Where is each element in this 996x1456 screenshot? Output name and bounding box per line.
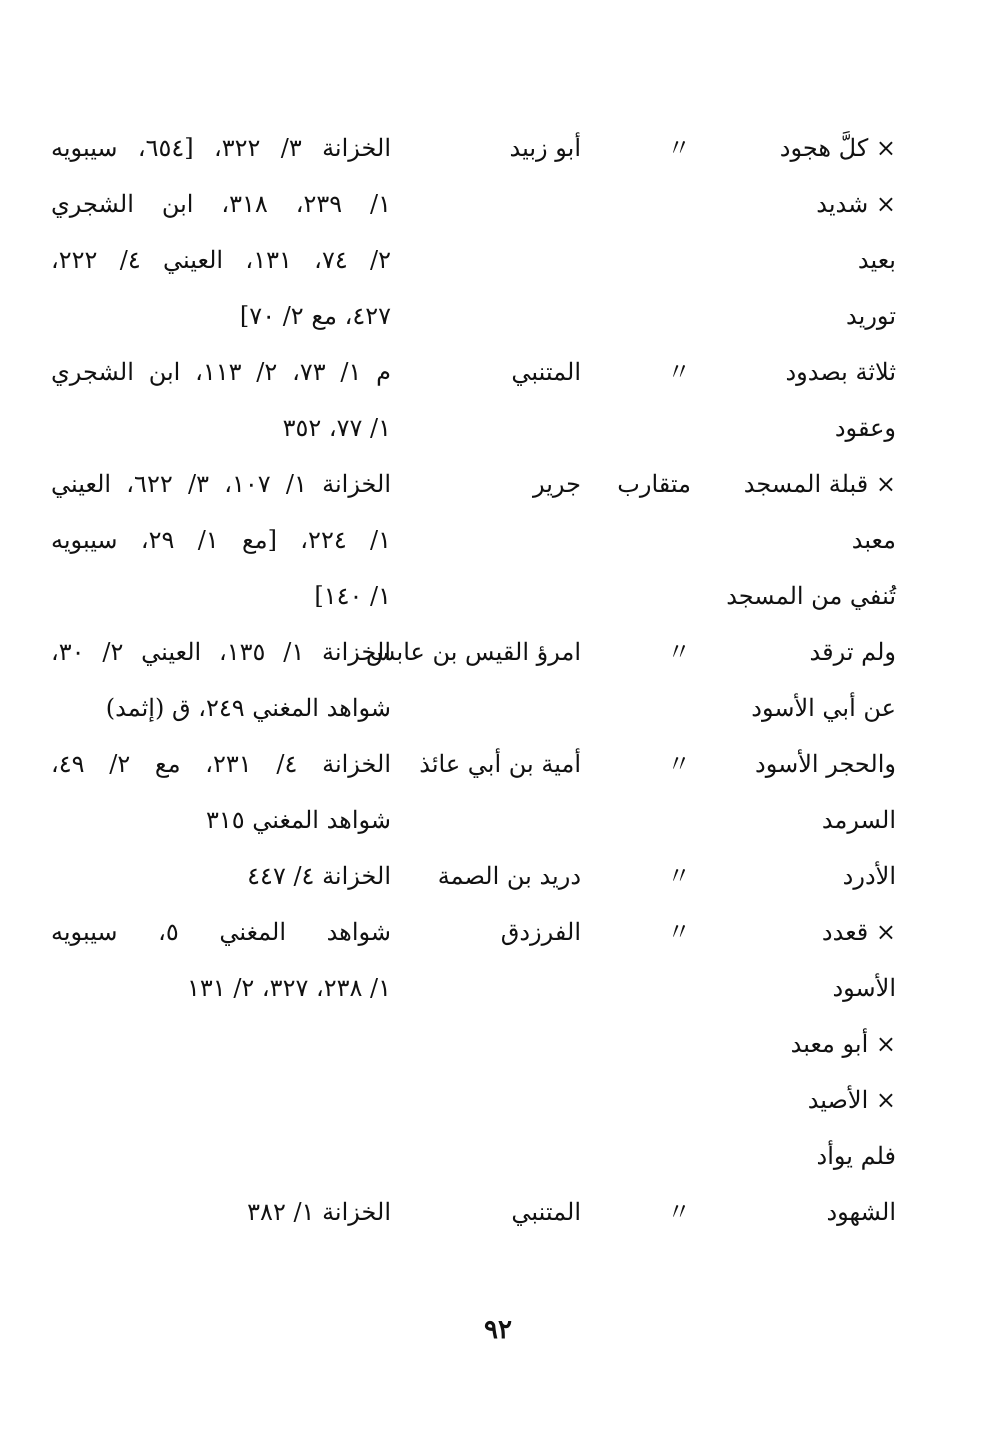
poet: المتنبي	[511, 358, 581, 386]
rhyme-word: تُنفي من المسجد	[726, 582, 896, 610]
poet	[386, 400, 581, 456]
meter: 〃	[667, 1198, 691, 1226]
source-reference: الخزانة ١/ ٣٨٢	[247, 1198, 391, 1226]
index-row	[0, 568, 996, 624]
poet: المتنبي	[511, 1198, 581, 1226]
rhyme-word: × قبلة المسجد	[743, 470, 896, 498]
source-reference: الخزانة ٤/ ٤٤٧	[247, 862, 391, 890]
rhyme-word: الأدرد	[842, 862, 896, 890]
index-row	[0, 848, 996, 904]
meter: متقارب	[617, 470, 691, 498]
meter: 〃	[667, 918, 691, 946]
meter	[581, 232, 691, 288]
source-reference: الخزانة ٣/ ٣٢٢، [٦٥٤، سيبويه	[51, 134, 391, 162]
meter	[581, 512, 691, 568]
rhyme-word: وعقود	[834, 414, 896, 442]
index-row	[0, 288, 996, 344]
rhyme-word: معبد	[851, 526, 896, 554]
index-row	[0, 960, 996, 1016]
source-reference: ٤٢٧، مع ٢/ ٧٠]	[239, 302, 391, 330]
meter	[581, 1072, 691, 1128]
meter	[581, 400, 691, 456]
poet	[386, 232, 581, 288]
rhyme-word: الشهود	[826, 1198, 896, 1226]
rhyme-word: × كلَّ هجود	[779, 134, 896, 162]
index-row	[0, 456, 996, 512]
index-row	[0, 904, 996, 960]
source-reference: ١/ ٧٧، ٣٥٢	[282, 414, 391, 442]
index-row	[0, 400, 996, 456]
index-row	[0, 344, 996, 400]
rhyme-word: والحجر الأسود	[755, 750, 896, 778]
rhyme-word: × الأصيد	[807, 1086, 896, 1114]
poet	[386, 1016, 581, 1072]
poet: دريد بن الصمة	[437, 862, 581, 890]
meter: 〃	[667, 134, 691, 162]
meter	[581, 1128, 691, 1184]
poet: الفرزدق	[500, 918, 581, 946]
poet	[386, 792, 581, 848]
rhyme-word: × شديد	[816, 190, 896, 218]
poet	[386, 288, 581, 344]
source-reference: ١/ ٢٢٤، [مع ١/ ٢٩، سيبويه	[51, 526, 392, 554]
rhyme-word: السرمد	[821, 806, 896, 834]
index-row	[0, 120, 996, 176]
source-reference: م ١/ ٧٣، ٢/ ١١٣، ابن الشجري	[51, 358, 392, 386]
rhyme-word: توريد	[846, 302, 896, 330]
index-row	[0, 1016, 996, 1072]
poet	[386, 176, 581, 232]
meter: 〃	[667, 750, 691, 778]
source-reference: الخزانة ١/ ١٠٧، ٣/ ٦٢٢، العيني	[51, 470, 392, 498]
meter	[581, 960, 691, 1016]
meter: 〃	[667, 638, 691, 666]
source-reference: ٢/ ٧٤، ١٣١، العيني ٤/ ٢٢٢،	[51, 246, 392, 274]
meter	[581, 680, 691, 736]
poet	[386, 1128, 581, 1184]
index-row	[0, 1184, 996, 1240]
poet	[386, 512, 581, 568]
meter	[581, 1016, 691, 1072]
rhyme-word: فلم يوأد	[816, 1142, 896, 1170]
meter: 〃	[667, 862, 691, 890]
meter: 〃	[667, 358, 691, 386]
poet	[386, 1072, 581, 1128]
index-row	[0, 1072, 996, 1128]
source-reference	[31, 1128, 391, 1184]
source-reference: شواهد المغني ٣١٥	[205, 806, 391, 834]
poet	[386, 680, 581, 736]
index-row	[0, 792, 996, 848]
index-row	[0, 232, 996, 288]
index-row	[0, 176, 996, 232]
poet: أمية بن أبي عائذ	[419, 750, 581, 778]
source-reference: ١/ ٢٣٩، ٣١٨، ابن الشجري	[51, 190, 392, 218]
index-row	[0, 680, 996, 736]
rhyme-word: × قعدد	[821, 918, 896, 946]
meter	[581, 288, 691, 344]
source-reference: ١/ ٢٣٨، ٣٢٧، ٢/ ١٣١	[187, 974, 391, 1002]
meter	[581, 176, 691, 232]
index-row	[0, 624, 996, 680]
rhyme-word: الأسود	[832, 974, 896, 1002]
rhyme-word: ثلاثة بصدود	[785, 358, 896, 386]
source-reference	[31, 1016, 391, 1072]
index-row	[0, 512, 996, 568]
poet: أبو زبيد	[509, 134, 581, 162]
poet	[386, 960, 581, 1016]
source-reference: الخزانة ١/ ١٣٥، العيني ٢/ ٣٠،	[51, 638, 391, 666]
meter	[581, 568, 691, 624]
rhyme-word: عن أبي الأسود	[751, 694, 896, 722]
page-number: ٩٢	[484, 1315, 512, 1345]
source-reference: الخزانة ٤/ ٢٣١، مع ٢/ ٤٩،	[51, 750, 392, 778]
source-reference: شواهد المغني ٥، سيبويه	[51, 918, 391, 946]
index-row	[0, 736, 996, 792]
source-reference: ١/ ١٤٠]	[314, 582, 391, 610]
rhyme-word: ولم ترقد	[809, 638, 896, 666]
source-reference	[31, 1072, 391, 1128]
source-reference: شواهد المغني ٢٤٩، ق (إثمد)	[105, 694, 391, 722]
poet: امرؤ القيس بن عابس	[365, 638, 581, 666]
poet: جرير	[533, 470, 581, 498]
meter	[581, 792, 691, 848]
index-row	[0, 1128, 996, 1184]
poet	[386, 568, 581, 624]
rhyme-word: بعيد	[857, 246, 896, 274]
rhyme-word: × أبو معبد	[790, 1030, 896, 1058]
